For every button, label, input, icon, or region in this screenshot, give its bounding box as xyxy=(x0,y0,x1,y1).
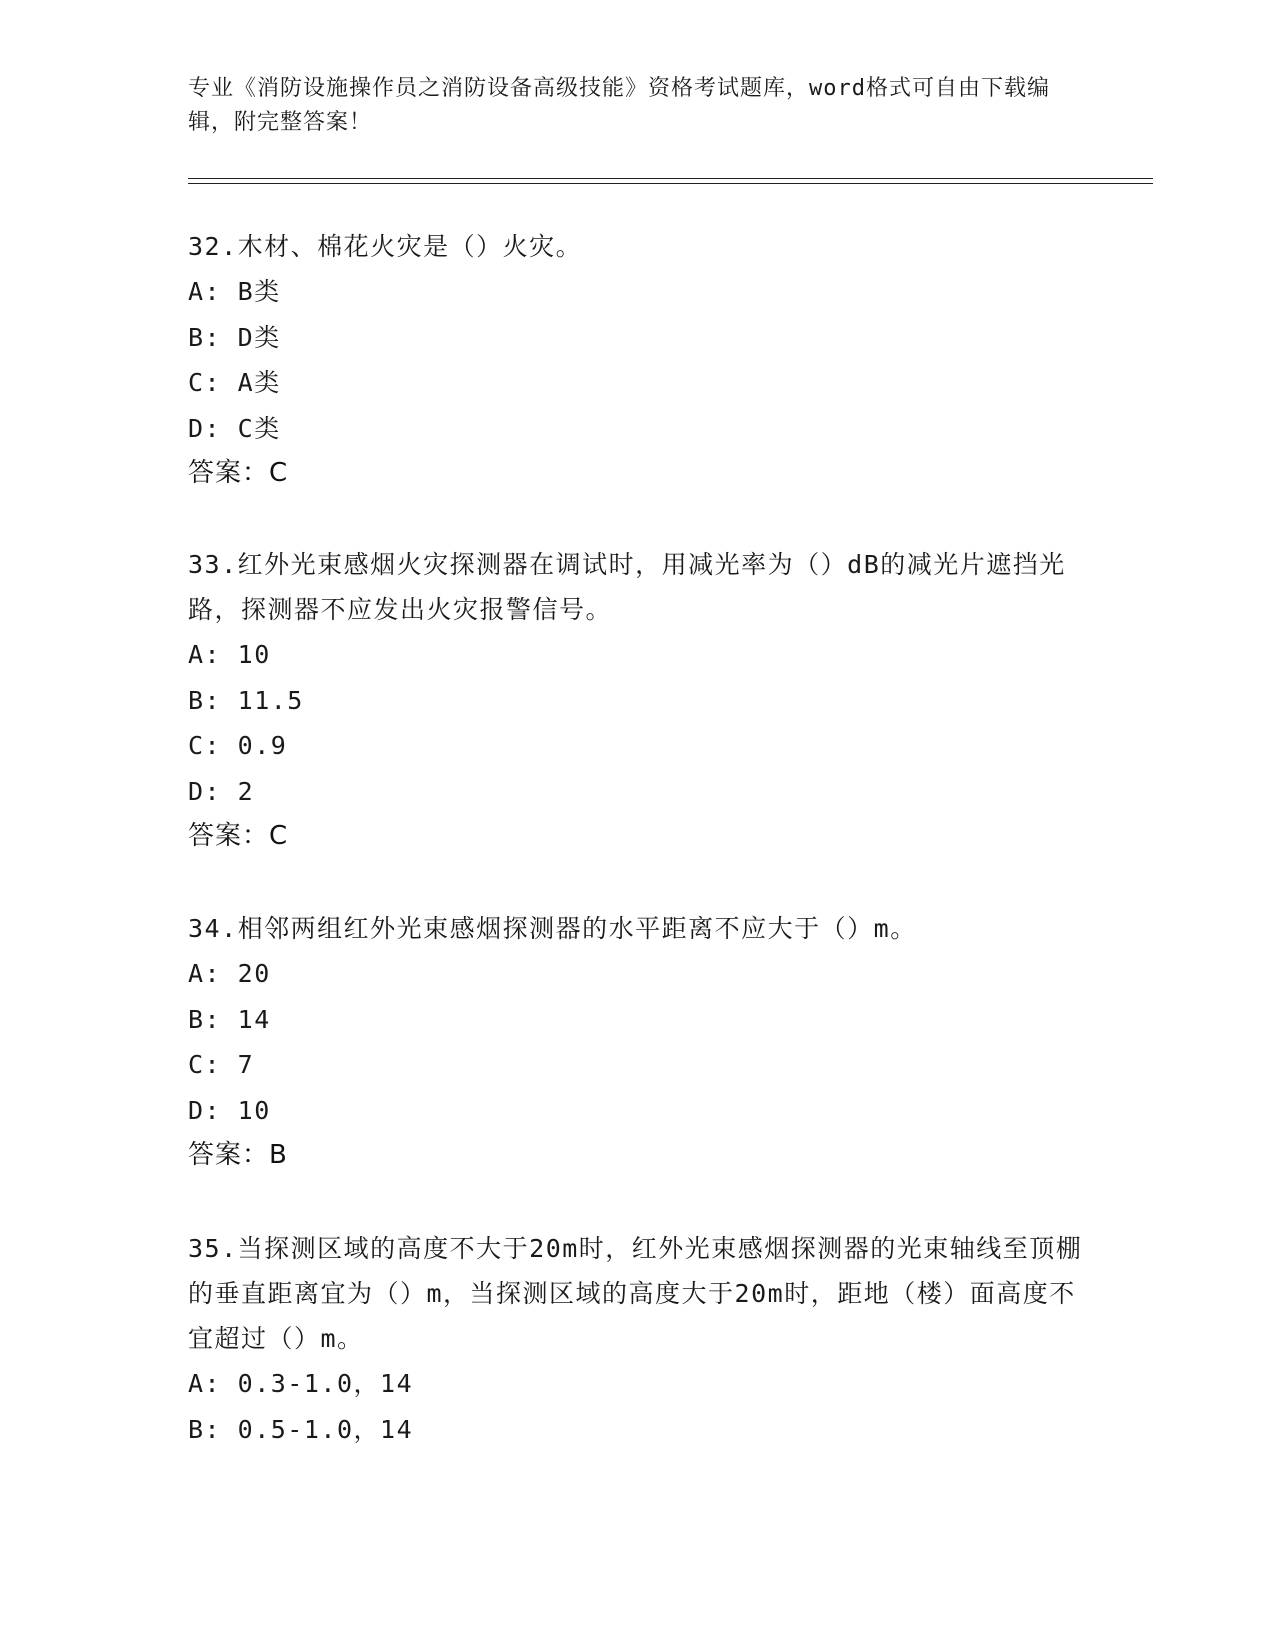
question-34 xyxy=(188,906,1088,1178)
document-header: 专业《消防设施操作员之消防设备高级技能》资格考试题库，word格式可自由下载编辑，附完整答案！ xyxy=(188,76,1050,135)
question-stem: 35.当探测区域的高度不大于20m时，红外光束感烟探测器的光束轴线至顶棚的垂直距离宜为（）m，当探测区域的高度大于20m时，距地（楼）面高度不宜超过（）m。 xyxy=(188,1234,1083,1353)
option-c: C: 7 xyxy=(188,1050,255,1079)
answer: 答案：C xyxy=(188,458,289,488)
option-b: B: D类 xyxy=(188,322,281,352)
option-d: D: C类 xyxy=(188,413,281,443)
header-divider-top xyxy=(188,178,1153,179)
header-divider-bottom xyxy=(188,183,1153,184)
option-b: B: 0.5-1.0，14 xyxy=(188,1414,414,1444)
answer: 答案：C xyxy=(188,821,289,851)
option-c: C: A类 xyxy=(188,368,281,397)
question-stem: 33.红外光束感烟火灾探测器在调试时，用减光率为（）dB的减光片遮挡光路，探测器不应发出火灾报警信号。 xyxy=(188,550,1066,624)
question-stem: 34.相邻两组红外光束感烟探测器的水平距离不应大于（）m。 xyxy=(188,914,917,943)
option-a: A: 0.3-1.0，14 xyxy=(188,1369,414,1398)
option-a: A: 10 xyxy=(188,640,271,669)
option-d: D: 2 xyxy=(188,776,255,806)
question-35 xyxy=(188,1226,1088,1452)
question-33 xyxy=(188,542,1088,859)
answer: 答案：B xyxy=(188,1140,288,1170)
option-a: A: B类 xyxy=(188,277,281,306)
option-c: C: 0.9 xyxy=(188,731,288,760)
option-d: D: 10 xyxy=(188,1095,271,1125)
option-a: A: 20 xyxy=(188,959,271,988)
option-b: B: 14 xyxy=(188,1004,271,1034)
question-32 xyxy=(188,224,1088,496)
question-stem: 32.木材、棉花火灾是（）火灾。 xyxy=(188,232,583,261)
option-b: B: 11.5 xyxy=(188,685,304,715)
